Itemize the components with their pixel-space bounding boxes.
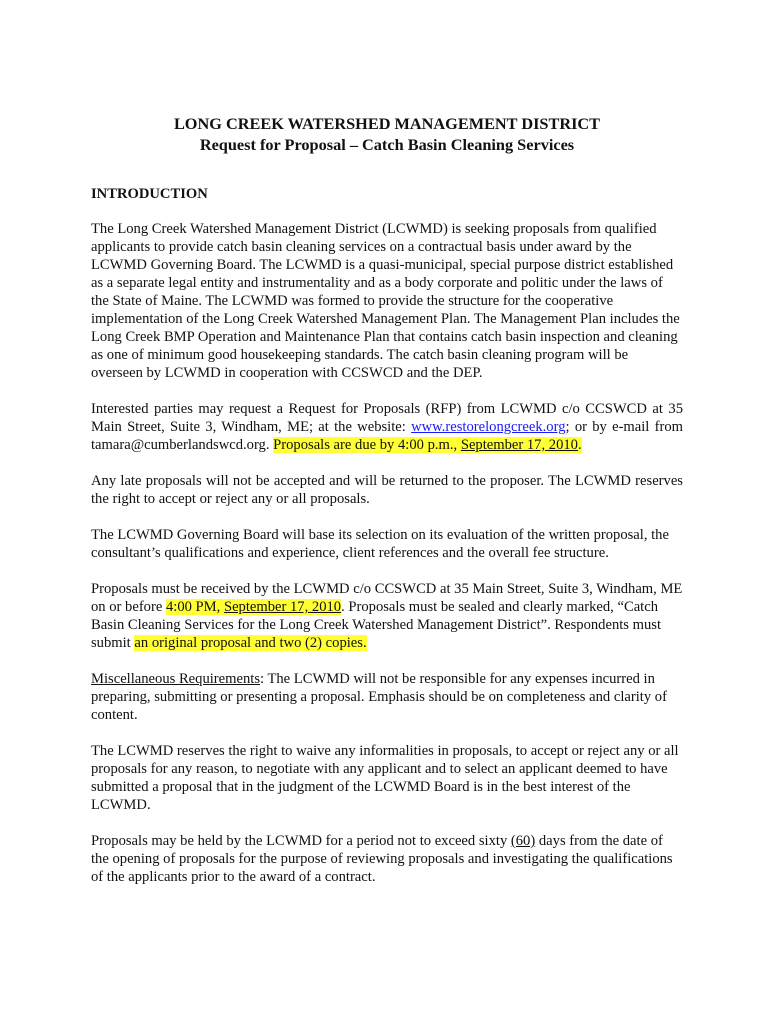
- due-date: September 17, 2010: [460, 437, 578, 453]
- submission-text-a: Proposals must be received by the LCWMD c/o CCSWCD at 35 Main Street, Suite 3, Windham, ME on or before: [91, 581, 683, 615]
- holding-days: (60): [510, 833, 536, 849]
- due-date-highlight: [273, 437, 581, 453]
- introduction-heading: INTRODUCTION: [91, 186, 208, 202]
- due-date-text: Proposals are due by 4:00 p.m.,: [273, 437, 461, 453]
- title-line-2: Request for Proposal – Catch Basin Cleaning Services: [199, 135, 575, 154]
- misc-requirements-text: : The LCWMD will not be responsible for any expenses incurred in preparing, submitting or presenting a proposal. Emphasis should be on completeness and clarity of content.: [91, 671, 667, 723]
- copies-highlight: an original proposal and two (2) copies.: [134, 635, 367, 651]
- paragraph-reserves-right: The LCWMD reserves the right to waive any informalities in proposals, to accept or reject any or all proposals for any reason, to negotiate with any applicant and to select an applicant deemed to have submitted a proposal that in the judgment of the LCWMD Board is in the best interest of the LCWMD.: [91, 743, 679, 813]
- deadline-date: September 17, 2010: [223, 599, 342, 615]
- paragraph-selection: The LCWMD Governing Board will base its selection on its evaluation of the written proposal, the consultant’s qualifications and experience, client references and the overall fee structure.: [91, 527, 669, 561]
- paragraph-holding-period: [91, 832, 683, 886]
- website-link[interactable]: www.restorelongcreek.org: [411, 419, 566, 435]
- holding-text-b: days from the date of the opening of proposals for the purpose of reviewing proposals and investigating the qualifications of the applicants prior to the award of a contract.: [91, 833, 673, 885]
- paragraph-purpose: The Long Creek Watershed Management District (LCWMD) is seeking proposals from qualified applicants to provide catch basin cleaning services on a contractual basis under award by the LCWMD Governing Board. The LCWMD is a quasi-municipal, special purpose district established as a separate legal entity and instrumentality and as a body corporate and politic under the laws of the State of Maine. The LCWMD was formed to provide the structure for the cooperative implementation of the Long Creek Watershed Management Plan. The Management Plan includes the Long Creek BMP Operation and Maintenance Plan that contains catch basin inspection and cleaning as one of minimum good housekeeping standards. The catch basin cleaning program will be overseen by LCWMD in cooperation with CCSWCD and the DEP.: [91, 221, 680, 381]
- paragraph-late-proposals: Any late proposals will not be accepted and will be returned to the proposer. The LCWMD reserves the right to accept or reject any or all proposals.: [91, 473, 683, 507]
- holding-text-a: Proposals may be held by the LCWMD for a period not to exceed sixty: [91, 833, 511, 849]
- title-line-1: LONG CREEK WATERSHED MANAGEMENT DISTRICT: [173, 114, 601, 133]
- paragraph-submission: [91, 580, 683, 652]
- rfp-text-b: ; or by e-mail from tamara@cumberlandswcd.org.: [91, 419, 683, 453]
- deadline-time: 4:00 PM,: [165, 599, 224, 615]
- paragraph-request-rfp: [91, 400, 683, 454]
- misc-requirements-label: Miscellaneous Requirements: [91, 671, 261, 687]
- submission-text-b: . Proposals must be sealed and clearly marked, “Catch Basin Cleaning Services for the Long Creek Watershed Management District”. Respondents must submit: [91, 599, 662, 651]
- due-date-end: .: [577, 437, 582, 453]
- document-page: [91, 113, 683, 904]
- paragraph-misc-requirements: [91, 670, 683, 724]
- rfp-text-a: Interested parties may request a Request for Proposals (RFP) from LCWMD c/o CCSWCD at 35 Main Street, Suite 3, Windham, ME; at the website:: [91, 401, 683, 435]
- deadline-highlight: [166, 599, 341, 615]
- document-title: [91, 113, 683, 155]
